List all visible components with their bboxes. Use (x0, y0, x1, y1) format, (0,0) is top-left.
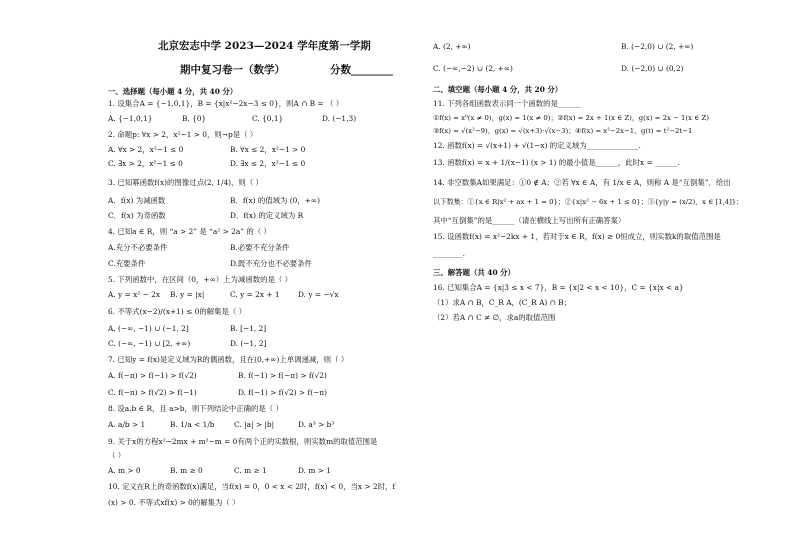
q2-option-a: A. ∀x > 2，x²−1 ≤ 0 (108, 145, 184, 154)
q2-option-c: C. ∃x > 2，x²−1 ≤ 0 (108, 159, 183, 168)
question-6: 6. 不等式(x−2)/(x+1) ≤ 0的解集是（ ） (108, 307, 247, 316)
question-7: 7. 已知y = f(x)是定义域为R的偶函数，且在(0,+∞)上单调递减，则（ ） (108, 355, 349, 364)
q3-option-d: D．f(x) 的定义域为 R (230, 211, 304, 220)
question-11: 11. 下列各组函数表示同一个函数的是______ (433, 99, 581, 108)
q7-option-a: A. f(−π) > f(−1) > f(√2) (108, 371, 197, 380)
question-12: 12. 函数f(x) = √(x+1) + √(1−x) 的定义域为______________. (433, 141, 641, 150)
section-3-heading: 三、解答题（共 40 分） (433, 268, 515, 277)
question-14: 14. 非空数集A如果满足：①0 ∉ A；②若 ∀x ∈ A，有 1/x ∈ A，则称 A 是“互倒集”．给出 (433, 178, 731, 187)
q10-option-a: A. (2, +∞) (433, 42, 471, 51)
q5-option-d: D. y = −√x (298, 290, 339, 299)
q11-pairs-1: ①f(x) = x⁰(x ≠ 0)，g(x) = 1(x ≠ 0)；②f(x) = 2x + 1(x ∈ Z)，g(x) = 2x − 1(x ∈ Z) (433, 114, 709, 122)
question-13: 13. 函数f(x) = x + 1/(x−1) (x > 1) 的最小值是______，此时x = ______. (433, 158, 680, 167)
q8-option-a: A. a/b > 1 (108, 420, 146, 429)
school-title: 北京宏志中学 2023—2024 学年度第一学期 (158, 40, 371, 52)
q15-blank: ________. (433, 249, 465, 258)
q5-option-b: B. y = |x| (170, 290, 205, 299)
q1-option-c: C. {0,1} (252, 114, 284, 123)
q10-option-b: B. (−2,0) ∪ (2, +∞) (621, 42, 694, 51)
section-2-heading: 二、填空题（每小题 4 分，共 20 分） (433, 85, 563, 94)
q4-option-d: D.既不充分也不必要条件 (230, 259, 312, 268)
q1-option-a: A. {−1,0,1} (108, 114, 153, 123)
q3-option-c: C．f(x) 为奇函数 (108, 211, 166, 220)
q7-option-b: B. f(−1) > f(−π) > f(√2) (238, 371, 327, 380)
q10-option-d: D. (−2,0) ∪ (0,2) (621, 64, 684, 73)
q9-paren: （ ） (108, 451, 126, 460)
q4-option-a: A.充分不必要条件 (108, 243, 168, 252)
q14-sets: 以下数集：①{x ∈ R|x² + ax + 1 = 0}；②{x|x² − 6x + 1 ≤ 0}；③{y|y = (x/2)，x ∈ [1,4]}； (433, 198, 744, 206)
q14-instruction: 其中“互倒集”的是______（请在横线上写出所有正确答案） (433, 216, 626, 225)
q7-option-c: C. f(−π) > f(√2) > f(−1) (108, 388, 197, 397)
q3-option-a: A．f(x) 为减函数 (108, 196, 166, 205)
q5-option-a: A. y = x² − 2x (108, 290, 160, 299)
q9-option-d: D. m > 1 (298, 466, 331, 475)
score-label: 分数________ (330, 64, 393, 76)
q9-option-c: C. m ≥ 1 (234, 466, 267, 475)
q3-option-b: B．f(x) 的值域为 (0，+∞) (230, 196, 320, 205)
q9-option-b: B. m ≥ 0 (170, 466, 203, 475)
question-9: 9. 关于x的方程x²−2mx + m²−m = 0有两个正的实数根，则实数m的取值范围是 (108, 437, 378, 446)
question-5: 5. 下列函数中，在区间（0，+∞）上为减函数的是（ ） (108, 275, 293, 284)
q16-part-1: （1）求A ∩ B，C_R A，(C_R A) ∩ B； (433, 298, 571, 307)
q5-option-c: C. y = 2x + 1 (230, 290, 280, 299)
question-10: 10. 定义在R上的奇函数f(x)满足，当f(x) = 0，0 < x < 2时，f(x) < 0，当x > 2时，f (108, 482, 396, 491)
exam-title: 期中复习卷一（数学） (180, 64, 285, 76)
q9-option-a: A. m > 0 (108, 466, 141, 475)
q16-part-2: （2）若A ∩ C ≠ ∅，求a的取值范围 (433, 313, 556, 322)
question-3: 3. 已知幂函数f(x)的图像过点(2, 1/4)，则（ ） (108, 178, 263, 187)
q8-option-b: B. 1/a < 1/b (170, 420, 215, 429)
q1-option-d: D. (−1,3) (322, 114, 357, 123)
q1-option-b: B. {0} (182, 114, 207, 123)
question-10-continued: (x) > 0. 不等式xf(x) > 0的解集为（ ） (108, 498, 240, 507)
question-2: 2. 命题p: ∀x > 2，x²−1 > 0，则¬p是（ ） (108, 130, 258, 139)
q10-option-c: C. (−∞,−2) ∪ (2, +∞) (433, 64, 513, 73)
question-1: 1. 设集合A = {−1,0,1}，B = {x|x²−2x−3 ≤ 0}，则A ∩ B = （ ） (108, 99, 344, 108)
question-4: 4. 已知a ∈ R，则 “a > 2” 是 “a² > 2a” 的（ ） (108, 227, 271, 236)
q11-pairs-2: ③f(x) = √(x²−9)，g(x) = √(x+3)·√(x−3)；④f(x) = x²−2x−1，g(t) = t²−2t−1 (433, 127, 693, 135)
q8-option-c: C. |a| > |b| (234, 420, 275, 429)
question-16: 16. 已知集合A = {x|3 ≤ x < 7}，B = {x|2 < x < 10}，C = {x|x < a} (433, 283, 684, 292)
q6-option-b: B. [−1, 2] (230, 324, 267, 333)
q2-option-d: D. ∃x ≤ 2，x²−1 ≤ 0 (230, 159, 306, 168)
q6-option-d: D. (−1, 2] (230, 339, 267, 348)
q7-option-d: D. f(−1) > f(√2) > f(−π) (238, 388, 328, 397)
q6-option-c: C. (−∞, −1) ∪ [2, +∞) (108, 339, 191, 348)
question-15: 15. 设函数f(x) = x²−2kx + 1，若对于x ∈ R，f(x) ≥ 0恒成立，则实数k的取值范围是 (433, 232, 721, 241)
q6-option-a: A. (−∞, −1) ∪ (−1, 2] (108, 324, 189, 333)
q8-option-d: D. a³ > b³ (298, 420, 335, 429)
q4-option-b: B.必要不充分条件 (230, 243, 290, 252)
question-8: 8. 设a,b ∈ R，且 a>b，则下列结论中正确的是（ ） (108, 404, 283, 413)
section-1-heading: 一、选择题（每小题 4 分，共 40 分） (108, 87, 238, 96)
q4-option-c: C.充要条件 (108, 259, 146, 268)
q2-option-b: B. ∀x ≤ 2，x²−1 > 0 (230, 145, 306, 154)
